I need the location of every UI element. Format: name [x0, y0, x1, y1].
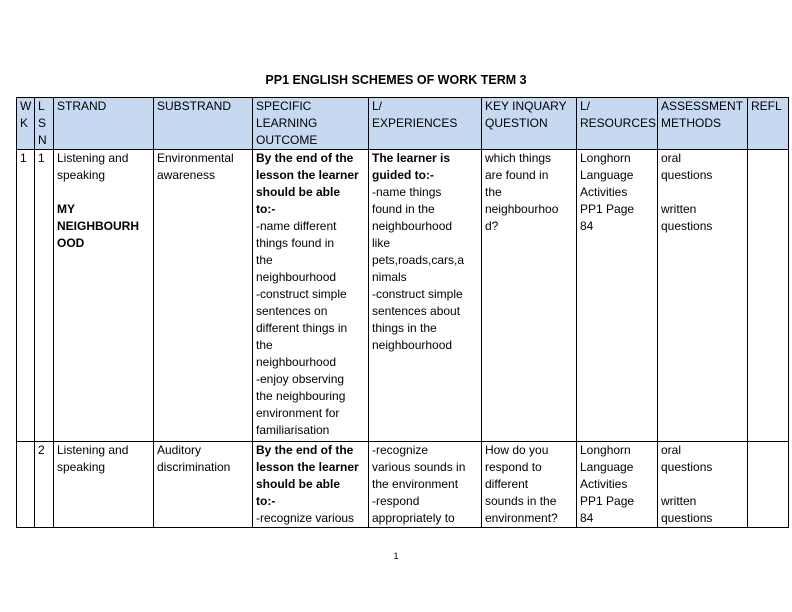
cell-resources: Longhorn Language Activities PP1 Page 84	[577, 150, 658, 442]
cell-experiences: -recognize various sounds in the environment -respond appropriately to	[369, 442, 482, 528]
cell-question: How do you respond to different sounds in the environment?	[482, 442, 577, 528]
outcome-intro: By the end of the lesson the learner should be able to:-	[256, 443, 359, 508]
cell-substrand: Auditory discrimination	[154, 442, 253, 528]
cell-assessment: oral questions written questions	[658, 442, 748, 528]
experiences-intro: The learner is guided to:-	[372, 151, 451, 182]
header-wk: W K	[17, 98, 35, 150]
cell-assessment: oral questions written questions	[658, 150, 748, 442]
schemes-table	[16, 97, 789, 528]
cell-strand	[54, 150, 154, 442]
header-substrand: SUBSTRAND	[154, 98, 253, 150]
outcome-text: -name different things found in the neighbourhood -construct simple sentences on different things in the neighbourhood -enjoy observing the neighbouring environment for familiarisation	[256, 219, 348, 437]
page-number: 1	[393, 551, 399, 561]
header-lsn: L S N	[35, 98, 54, 150]
cell-wk: 1	[17, 150, 35, 442]
cell-refl	[748, 150, 789, 442]
cell-lsn: 1	[35, 150, 54, 442]
header-resources: L/ RESOURCES	[577, 98, 658, 150]
strand-topic: MY NEIGHBOURH OOD	[57, 202, 140, 250]
cell-outcome	[253, 442, 369, 528]
header-question: KEY INQUARY QUESTION	[482, 98, 577, 150]
cell-substrand: Environmental awareness	[154, 150, 253, 442]
cell-refl	[748, 442, 789, 528]
header-row	[17, 98, 789, 150]
cell-wk	[17, 442, 35, 528]
outcome-intro: By the end of the lesson the learner should be able to:-	[256, 151, 359, 216]
cell-resources: Longhorn Language Activities PP1 Page 84	[577, 442, 658, 528]
table-row	[17, 150, 789, 442]
document-title: PP1 ENGLISH SCHEMES OF WORK TERM 3	[265, 73, 527, 87]
cell-experiences	[369, 150, 482, 442]
header-outcome: SPECIFIC LEARNING OUTCOME	[253, 98, 369, 150]
cell-lsn: 2	[35, 442, 54, 528]
cell-outcome	[253, 150, 369, 442]
outcome-text: -recognize various	[256, 511, 355, 525]
header-assessment: ASSESSMENT METHODS	[658, 98, 748, 150]
strand-text: Listening and speaking	[57, 151, 129, 182]
table-row	[17, 442, 789, 528]
cell-strand: Listening and speaking	[54, 442, 154, 528]
header-strand: STRAND	[54, 98, 154, 150]
header-experiences: L/ EXPERIENCES	[369, 98, 482, 150]
experiences-text: -name things found in the neighbourhood like pets,roads,cars,a nimals -construct simple sentences about things in the neighbourhood	[372, 185, 465, 352]
header-refl: REFL	[748, 98, 789, 150]
cell-question: which things are found in the neighbourhoo d?	[482, 150, 577, 442]
